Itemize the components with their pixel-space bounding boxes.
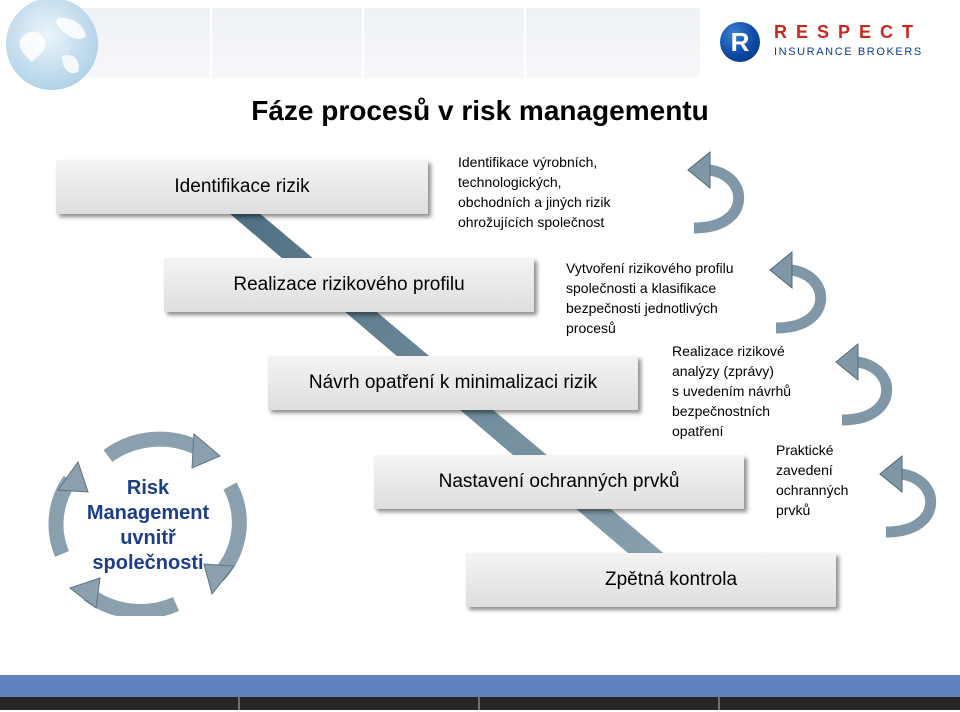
note-line: analýzy (zprávy)	[672, 363, 774, 379]
note-line: opatření	[672, 423, 724, 439]
cycle-label-line: Management	[86, 502, 210, 524]
note-realizace-profilu	[566, 258, 734, 338]
curved-arrow-icon	[874, 448, 944, 542]
note-identifikace	[458, 152, 611, 232]
logo-name: RESPECT	[774, 22, 923, 42]
logo-subtitle: INSURANCE BROKERS	[774, 46, 923, 58]
note-line: bezpečnosti jednotlivých	[566, 300, 718, 316]
note-line: zavedení	[776, 462, 833, 478]
footer-strip	[0, 697, 960, 710]
note-line: ohrožujících společnost	[458, 214, 605, 230]
note-line: obchodních a jiných rizik	[458, 194, 611, 210]
note-line: prvků	[776, 502, 811, 518]
note-line: s uvedením návrhů	[672, 383, 792, 399]
footer-divider	[718, 697, 720, 710]
stage-realizace-profilu: Realizace rizikového profilu	[164, 258, 534, 312]
note-line: Vytvoření rizikového profilu	[566, 260, 734, 276]
stage-nastaveni-prvku: Nastavení ochranných prvků	[374, 455, 744, 509]
curved-arrow-icon	[828, 340, 898, 430]
cycle-label-line: společnosti	[92, 552, 204, 574]
curved-arrow-icon	[762, 248, 832, 338]
note-line: Praktické	[776, 442, 834, 458]
note-line: Realizace rizikové	[672, 343, 785, 359]
stage-zpetna-kontrola: Zpětná kontrola	[466, 553, 836, 607]
footer-divider	[478, 697, 480, 710]
curved-arrow-icon	[680, 148, 750, 238]
note-line: bezpečnostních	[672, 403, 771, 419]
stage-navrh-opatreni: Návrh opatření k minimalizaci rizik	[268, 356, 638, 410]
cycle-label-line: Risk	[126, 477, 170, 499]
footer-divider	[238, 697, 240, 710]
note-line: procesů	[566, 320, 616, 336]
stage-identifikace: Identifikace rizik	[56, 160, 428, 214]
note-line: ochranných	[776, 482, 849, 498]
cycle-label	[48, 476, 248, 576]
cycle-label-line: uvnitř	[120, 527, 176, 549]
footer-bar	[0, 675, 960, 697]
note-line: Identifikace výrobních,	[458, 154, 598, 170]
note-line: společnosti a klasifikace	[566, 280, 717, 296]
logo-mark: R	[720, 22, 760, 62]
note-nastaveni-prvku	[776, 440, 848, 520]
page-title: Fáze procesů v risk managementu	[251, 95, 709, 126]
note-navrh-opatreni	[672, 341, 791, 441]
note-line: technologických,	[458, 174, 562, 190]
